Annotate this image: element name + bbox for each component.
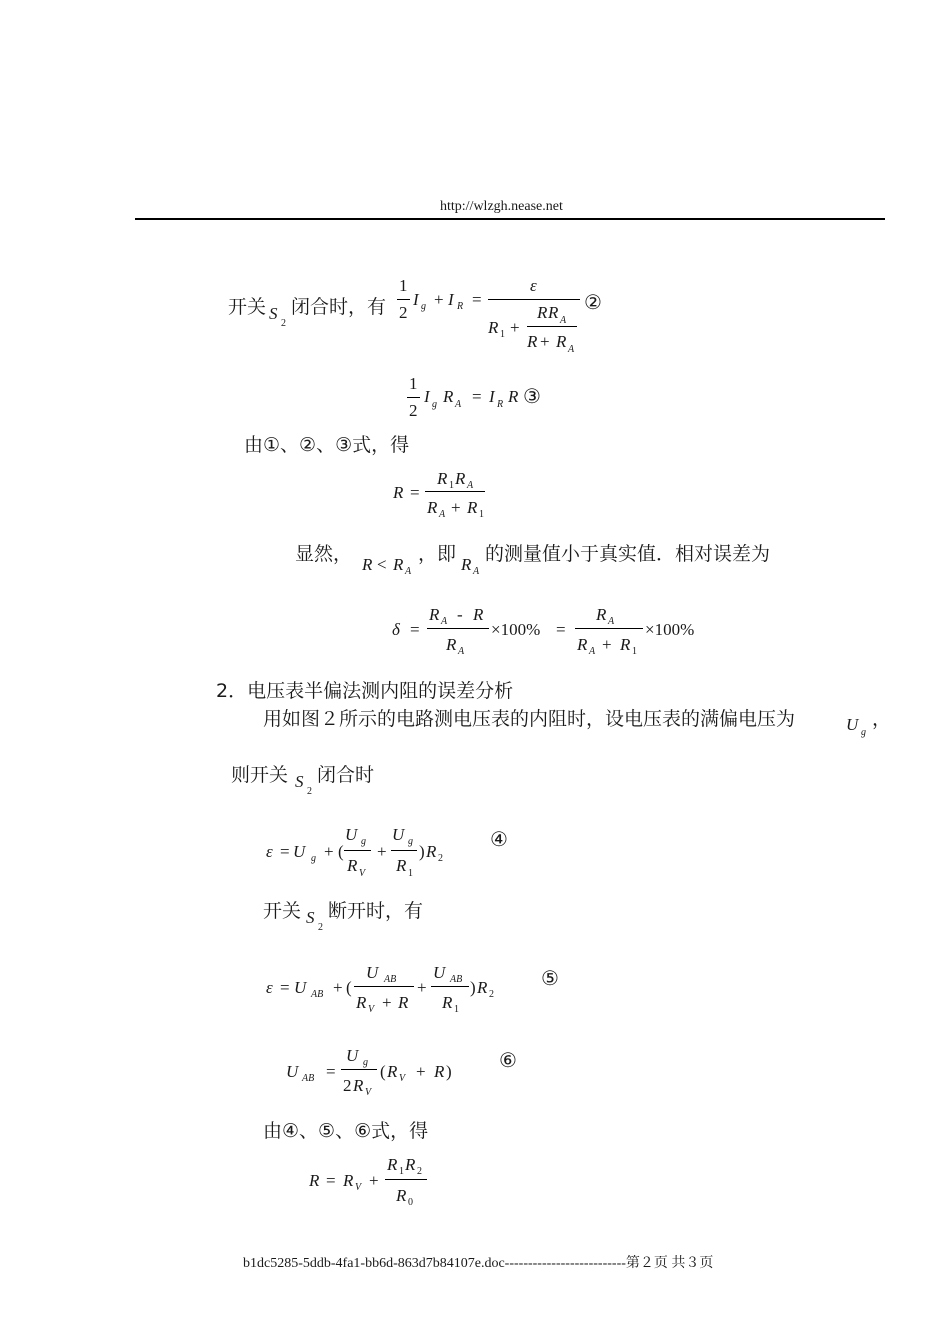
math-eq: = xyxy=(410,483,420,502)
math-sub-g: g xyxy=(311,853,316,864)
math-percent: ×100% xyxy=(645,620,695,639)
math-eps: ε xyxy=(266,842,273,861)
math-R: R xyxy=(620,635,631,654)
math-U: U xyxy=(433,963,446,982)
math-eq: = xyxy=(326,1171,336,1190)
fraction-bar xyxy=(575,628,643,629)
eq-label-2: ② xyxy=(584,290,602,314)
math-R: R xyxy=(387,1155,398,1174)
text-bihe-you: 闭合时，有 xyxy=(291,296,387,318)
math-sub-A: A xyxy=(441,616,448,627)
math-R: R xyxy=(396,856,407,875)
math-U: U xyxy=(846,715,859,734)
math-rpar: ) xyxy=(419,842,425,861)
math-lpar: ( xyxy=(380,1062,386,1081)
math-R: R xyxy=(426,842,437,861)
math-U: U xyxy=(346,1046,359,1065)
footer xyxy=(243,1252,713,1272)
math-I: I xyxy=(413,290,419,309)
fraction-bar xyxy=(354,986,414,987)
text-xianran: 显然， xyxy=(295,543,353,565)
math-sub-2: 2 xyxy=(489,989,494,1000)
header-url: http://wlzgh.nease.net xyxy=(440,199,563,214)
math-rpar: ) xyxy=(470,978,476,997)
math-plus: + xyxy=(540,332,550,351)
math-sub-2: 2 xyxy=(438,853,443,864)
math-sub-2: 2 xyxy=(307,786,312,797)
text-ze-kaiguan: 则开关 xyxy=(231,764,289,786)
math-sub-1: 1 xyxy=(479,509,484,520)
math-R: R xyxy=(442,993,453,1012)
math-plus: + xyxy=(451,498,461,517)
math-R: R xyxy=(429,605,440,624)
math-eq: = xyxy=(472,290,482,309)
math-R: R xyxy=(437,469,448,488)
math-S: S xyxy=(306,908,315,927)
math-R: R xyxy=(362,555,373,574)
math-plus: + xyxy=(369,1171,379,1190)
math-R: R xyxy=(353,1076,364,1095)
math-eq: = xyxy=(326,1062,336,1081)
math-R: R xyxy=(356,993,367,1012)
math-R: R xyxy=(434,1062,445,1081)
math-R: R xyxy=(473,605,484,624)
math-sub-A: A xyxy=(405,566,412,577)
math-R: R xyxy=(427,498,438,517)
text-comma: ， xyxy=(872,708,892,730)
math-sub-g: g xyxy=(361,836,366,847)
math-R: R xyxy=(556,332,567,351)
math-sub-0: 0 xyxy=(408,1197,413,1208)
math-delta: δ xyxy=(392,620,400,639)
math-sub-A: A xyxy=(439,509,446,520)
math-sub-AB: AB xyxy=(450,974,463,985)
math-plus: + xyxy=(377,842,387,861)
math-S: S xyxy=(295,772,304,791)
footer-page-info: 第２页 共３页 xyxy=(625,1256,714,1271)
math-two: 2 xyxy=(409,401,418,420)
math-sub-A: A xyxy=(473,566,480,577)
math-R: R xyxy=(537,303,548,322)
math-plus: + xyxy=(382,993,392,1012)
math-S: S xyxy=(269,304,278,323)
text-kaiguan: 开关 xyxy=(228,296,267,318)
math-two: 2 xyxy=(343,1076,352,1095)
math-sub-2: 2 xyxy=(318,922,323,933)
math-R: R xyxy=(309,1171,320,1190)
math-U: U xyxy=(294,978,307,997)
math-eq: = xyxy=(280,978,290,997)
header-rule xyxy=(135,218,885,220)
math-sub-A: A xyxy=(608,616,615,627)
math-plus: + xyxy=(510,318,520,337)
math-R: R xyxy=(477,978,488,997)
text-duanqi-you: 断开时，有 xyxy=(328,900,424,922)
fraction-bar xyxy=(341,1069,377,1070)
fraction-bar xyxy=(427,628,489,629)
footer-dashes: -------------------------- xyxy=(504,1256,626,1271)
math-U: U xyxy=(392,825,405,844)
math-I: I xyxy=(424,387,430,406)
math-sub-2: 2 xyxy=(417,1166,422,1177)
math-one: 1 xyxy=(409,374,418,393)
math-R: R xyxy=(393,483,404,502)
math-sub-1: 1 xyxy=(408,868,413,879)
math-plus: + xyxy=(324,842,334,861)
fraction-bar xyxy=(488,299,580,300)
math-R: R xyxy=(508,387,519,406)
text-ji: ，即 xyxy=(418,543,457,565)
math-R: R xyxy=(467,498,478,517)
math-sub-AB: AB xyxy=(302,1073,315,1084)
math-sub-g: g xyxy=(408,836,413,847)
fraction-bar xyxy=(391,850,417,851)
fraction-bar xyxy=(425,491,485,492)
text-you-eq123: 由①、②、③式，得 xyxy=(244,434,410,456)
math-sub-A: A xyxy=(455,399,462,410)
text-para2: 用如图２所示的电路测电压表的内阻时，设电压表的满偏电压为 xyxy=(263,708,796,730)
math-R: R xyxy=(596,605,607,624)
math-sub-R: R xyxy=(457,301,464,312)
math-minus: - xyxy=(457,605,463,624)
math-sub-1: 1 xyxy=(449,480,454,491)
math-sub-g: g xyxy=(363,1057,368,1068)
math-lpar: ( xyxy=(338,842,344,861)
math-R: R xyxy=(398,993,409,1012)
math-sub-R: R xyxy=(497,399,504,410)
eq-label-5: ⑤ xyxy=(541,966,559,990)
math-R: R xyxy=(393,555,404,574)
fraction-bar xyxy=(344,850,371,851)
eq-label-3: ③ xyxy=(523,384,541,408)
math-sub-A: A xyxy=(467,480,474,491)
math-eq: = xyxy=(280,842,290,861)
math-sub-V: V xyxy=(368,1004,375,1015)
section-2-heading: 2．电压表半偏法测内阻的误差分析 xyxy=(216,680,514,702)
math-R: R xyxy=(548,303,559,322)
math-I: I xyxy=(448,290,454,309)
math-plus: + xyxy=(417,978,427,997)
text-kaiguan: 开关 xyxy=(263,900,302,922)
fraction-bar xyxy=(527,326,577,327)
math-sub-V: V xyxy=(365,1087,372,1098)
math-sub-1: 1 xyxy=(500,329,505,340)
math-R: R xyxy=(461,555,472,574)
math-sub-V: V xyxy=(399,1073,406,1084)
math-sub-g: g xyxy=(432,399,437,410)
math-eq: = xyxy=(472,387,482,406)
math-sub-V: V xyxy=(359,868,366,879)
math-R: R xyxy=(396,1186,407,1205)
math-R: R xyxy=(488,318,499,337)
math-R: R xyxy=(446,635,457,654)
math-eq: = xyxy=(410,620,420,639)
math-eq: = xyxy=(556,620,566,639)
math-R: R xyxy=(343,1171,354,1190)
eq-label-4: ④ xyxy=(490,827,508,851)
footer-filename: b1dc5285-5ddb-4fa1-bb6d-863d7b84107e.doc xyxy=(243,1256,505,1271)
text-meas: 的测量值小于真实值．相对误差为 xyxy=(485,543,771,565)
math-U: U xyxy=(345,825,358,844)
math-eps: ε xyxy=(266,978,273,997)
fraction-bar xyxy=(385,1179,427,1180)
math-sub-1: 1 xyxy=(399,1166,404,1177)
math-R: R xyxy=(347,856,358,875)
math-sub-A: A xyxy=(589,646,596,657)
math-U: U xyxy=(293,842,306,861)
math-sub-1: 1 xyxy=(632,646,637,657)
math-sub-AB: AB xyxy=(311,989,324,1000)
math-sub-g: g xyxy=(861,727,866,738)
math-R: R xyxy=(527,332,538,351)
math-R: R xyxy=(443,387,454,406)
math-plus: + xyxy=(416,1062,426,1081)
fraction-bar xyxy=(431,986,469,987)
math-R: R xyxy=(577,635,588,654)
math-sub-1: 1 xyxy=(454,1004,459,1015)
math-sub-2: 2 xyxy=(281,318,286,329)
eq-label-6: ⑥ xyxy=(499,1048,517,1072)
fraction-bar xyxy=(397,299,410,300)
math-sub-A: A xyxy=(568,344,575,355)
math-sub-AB: AB xyxy=(384,974,397,985)
math-I: I xyxy=(489,387,495,406)
math-sub-g: g xyxy=(421,301,426,312)
text-you-eq456: 由④、⑤、⑥式，得 xyxy=(263,1120,429,1142)
math-plus: + xyxy=(333,978,343,997)
math-sub-A: A xyxy=(458,646,465,657)
math-two: 2 xyxy=(399,303,408,322)
math-sub-V: V xyxy=(355,1182,362,1193)
math-U: U xyxy=(366,963,379,982)
math-rpar: ) xyxy=(446,1062,452,1081)
math-lt: < xyxy=(377,555,387,574)
math-lpar: ( xyxy=(346,978,352,997)
math-percent: ×100% xyxy=(491,620,541,639)
math-plus: + xyxy=(602,635,612,654)
text-bihe: 闭合时 xyxy=(317,764,375,786)
math-one: 1 xyxy=(399,276,408,295)
math-R: R xyxy=(455,469,466,488)
math-eps: ε xyxy=(530,276,537,295)
fraction-bar xyxy=(407,397,420,398)
math-plus: + xyxy=(434,290,444,309)
math-R: R xyxy=(405,1155,416,1174)
math-U: U xyxy=(286,1062,299,1081)
math-sub-A: A xyxy=(560,315,567,326)
math-R: R xyxy=(387,1062,398,1081)
